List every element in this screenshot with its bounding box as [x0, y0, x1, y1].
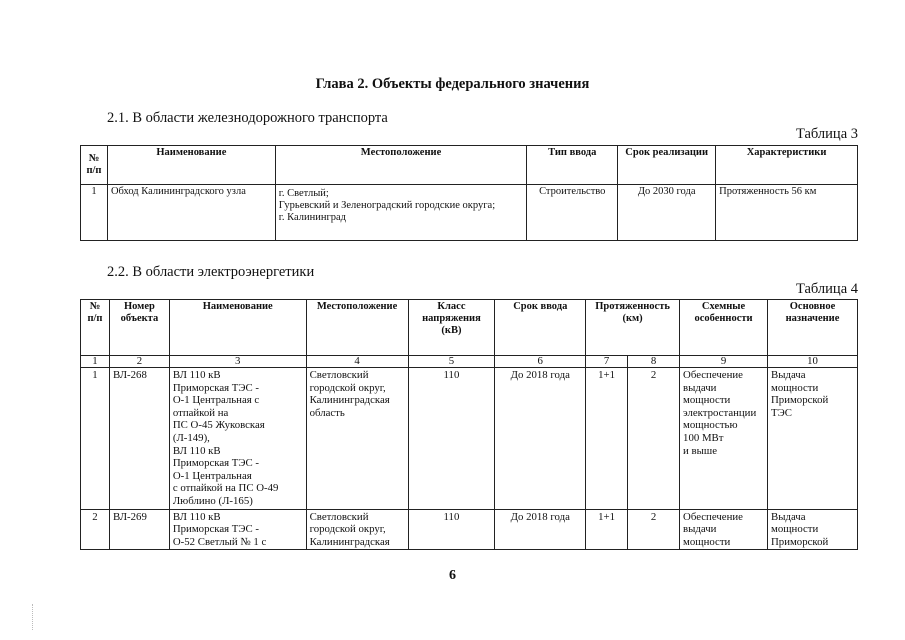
header-name: Наименование — [169, 300, 306, 356]
column-number: 2 — [109, 356, 169, 368]
cell-type: Строительство — [527, 185, 618, 241]
header-object-num: Номер объекта — [109, 300, 169, 356]
features-line: электростанции — [683, 406, 757, 419]
cell-name — [169, 368, 306, 510]
table-header-row — [81, 300, 858, 356]
column-number: 7 — [586, 356, 628, 368]
features-line: выдачи — [683, 523, 717, 536]
purpose-line: мощности — [771, 381, 819, 394]
railway-table — [80, 145, 858, 241]
header-num: № п/п — [81, 146, 108, 185]
header-type: Тип ввода — [527, 146, 618, 185]
location-line: Светловский — [309, 510, 369, 523]
column-number: 4 — [306, 356, 408, 368]
purpose-line: Выдача — [771, 369, 806, 381]
cell-object-num: ВЛ-269 — [109, 509, 169, 550]
name-line: отпайкой на — [172, 406, 229, 419]
location-line: область — [309, 406, 345, 419]
cell-object-num: ВЛ-268 — [109, 368, 169, 510]
location-line: городской округ, — [309, 523, 386, 536]
name-line: ВЛ 110 кВ — [172, 444, 221, 457]
name-line: О-1 Центральная — [172, 469, 252, 482]
column-number-row — [81, 356, 858, 368]
page-number: 6 — [449, 568, 456, 583]
name-line: Приморская ТЭС - — [172, 523, 260, 536]
location-line: Калининградская — [309, 535, 390, 548]
header-purpose: Основное назначение — [768, 300, 858, 356]
features-line: 100 МВт — [683, 431, 724, 444]
location-line: городской округ, — [309, 381, 386, 394]
features-line: Обеспечение — [683, 510, 743, 523]
header-features: Схемные особенности — [680, 300, 768, 356]
name-line: ВЛ 110 кВ — [172, 369, 221, 381]
cell-num: 1 — [81, 185, 108, 241]
cell-num: 2 — [81, 509, 110, 550]
table-header-row — [81, 146, 858, 185]
cell-purpose — [768, 509, 858, 550]
table-row — [81, 185, 858, 241]
column-number: 3 — [169, 356, 306, 368]
column-number: 5 — [408, 356, 495, 368]
name-line: О-52 Светлый № 1 с — [172, 535, 267, 548]
section-title-power: 2.2. В области электроэнергетики — [107, 264, 315, 280]
location-line: Светловский — [309, 369, 369, 381]
table-caption-4: Таблица 4 — [795, 281, 858, 297]
purpose-line: мощности — [771, 523, 819, 536]
cell-term: До 2018 года — [495, 509, 586, 550]
cell-voltage: 110 — [408, 368, 495, 510]
cell-length-a: 1+1 — [586, 509, 628, 550]
table-caption-3: Таблица 3 — [795, 126, 858, 142]
column-number: 9 — [680, 356, 768, 368]
header-length: Протяженность (км) — [586, 300, 680, 356]
purpose-line: Приморской — [771, 394, 829, 407]
cell-num: 1 — [81, 368, 110, 510]
purpose-line: ТЭС — [771, 406, 792, 419]
column-number: 1 — [81, 356, 110, 368]
location-line: Калининградская — [309, 394, 390, 407]
header-location: Местоположение — [306, 300, 408, 356]
header-name: Наименование — [107, 146, 275, 185]
location-line: г. Светлый; — [278, 188, 329, 199]
features-line: Обеспечение — [683, 369, 743, 381]
location-line: г. Калининград — [278, 212, 347, 223]
name-line: Люблино (Л-165) — [172, 494, 253, 507]
cell-features — [680, 368, 768, 510]
scan-artifact — [32, 604, 35, 630]
table-row — [81, 509, 858, 550]
cell-length-b: 2 — [628, 509, 680, 550]
features-line: выдачи — [683, 381, 717, 394]
purpose-line: Приморской — [771, 535, 829, 548]
name-line: ВЛ 110 кВ — [172, 510, 221, 523]
features-line: мощностью — [683, 419, 738, 432]
purpose-line: Выдача — [771, 510, 806, 523]
column-number: 8 — [628, 356, 680, 368]
name-line: (Л-149), — [172, 431, 210, 444]
header-term: Срок ввода — [495, 300, 586, 356]
section-title-railway: 2.1. В области железнодорожного транспорта — [107, 110, 388, 126]
cell-voltage: 110 — [408, 509, 495, 550]
column-number: 6 — [495, 356, 586, 368]
cell-length-b: 2 — [628, 368, 680, 510]
name-line: О-1 Центральная с — [172, 394, 260, 407]
cell-purpose — [768, 368, 858, 510]
features-line: мощности — [683, 535, 731, 548]
cell-term: До 2030 года — [618, 185, 716, 241]
name-line: Приморская ТЭС - — [172, 457, 260, 470]
name-line: ПС О-45 Жуковская — [172, 419, 265, 432]
features-line: мощности — [683, 394, 731, 407]
cell-name: Обход Калининградского узла — [107, 185, 275, 241]
table-row — [81, 368, 858, 510]
cell-features — [680, 509, 768, 550]
header-term: Срок реализации — [618, 146, 716, 185]
name-line: с отпайкой на ПС О-49 — [172, 482, 279, 495]
features-line: и выше — [683, 444, 717, 457]
cell-location — [275, 185, 527, 241]
chapter-title: Глава 2. Объекты федерального значения — [315, 76, 590, 92]
name-line: Приморская ТЭС - — [172, 381, 260, 394]
header-voltage: Класс напряжения (кВ) — [408, 300, 495, 356]
header-num: № п/п — [81, 300, 110, 356]
cell-location — [306, 509, 408, 550]
column-number: 10 — [768, 356, 858, 368]
header-location: Местоположение — [275, 146, 527, 185]
cell-name — [169, 509, 306, 550]
cell-characteristics: Протяженность 56 км — [716, 185, 858, 241]
power-table — [80, 299, 858, 550]
cell-length-a: 1+1 — [586, 368, 628, 510]
location-line: Гурьевский и Зеленоградский городские округа; — [278, 200, 496, 211]
cell-term: До 2018 года — [495, 368, 586, 510]
header-characteristics: Характеристики — [716, 146, 858, 185]
cell-location — [306, 368, 408, 510]
